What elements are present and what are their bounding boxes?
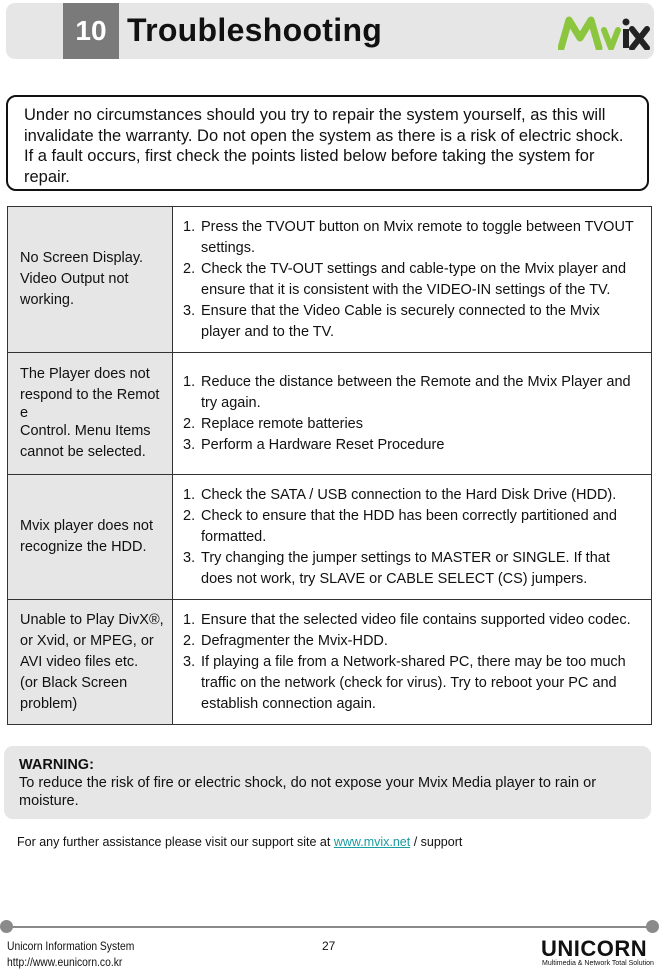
step-text: Replace remote batteries <box>201 415 363 432</box>
unicorn-logo <box>541 936 655 969</box>
symptom-text: cannot be selected. <box>20 444 146 460</box>
footer-dot-right <box>646 920 659 933</box>
step-text: Check the SATA / USB connection to the Hard Disk Drive (HDD). <box>201 486 617 503</box>
step-text: Try changing the jumper settings to MASTER or SINGLE. If that <box>201 549 610 566</box>
symptom-cell <box>8 475 173 600</box>
footer-company-info <box>7 938 134 969</box>
symptom-text: e <box>20 405 29 421</box>
solution-cell <box>173 600 652 725</box>
notice-line: invalidate the warranty. Do not open the system as there is a risk of electric shock. <box>24 126 624 145</box>
step-text: Defragmenter the Mvix-HDD. <box>201 632 388 649</box>
symptom-text: Unable to Play DivX®, <box>20 611 164 628</box>
step-text: Perform a Hardware Reset Procedure <box>201 436 445 453</box>
company-url[interactable]: http://www.eunicorn.co.kr <box>7 955 123 969</box>
symptom-text: (or Black Screen <box>20 674 128 691</box>
step-text: try again. <box>201 394 261 411</box>
notice-line: If a fault occurs, first check the points listed below before taking the system for <box>24 147 595 165</box>
warning-text: moisture. <box>19 793 79 809</box>
mvix-logo <box>558 16 650 50</box>
notice-line: repair. <box>24 167 70 186</box>
symptom-text: Mvix player does not <box>20 518 153 534</box>
table-row <box>8 600 652 725</box>
warning-text: To reduce the risk of fire or electric shock, do not expose your Mvix Media player to rain or <box>19 775 597 791</box>
solution-step: 2. Defragmenter the Mvix-HDD. <box>183 632 388 649</box>
support-suffix: / support <box>410 835 463 849</box>
solution-steps <box>183 610 647 715</box>
chapter-number: 10 <box>63 3 119 59</box>
step-text: settings. <box>201 239 255 256</box>
chapter-header <box>6 3 654 59</box>
symptom-text: recognize the HDD. <box>20 539 147 555</box>
step-text: player and to the TV. <box>201 323 335 340</box>
solution-step: 1. Reduce the distance between the Remote and the Mvix Player and try again. <box>183 373 631 411</box>
step-text: ensure that it is consistent with the VIDEO-IN settings of the TV. <box>201 281 611 298</box>
solution-step: 3. Ensure that the Video Cable is securely connected to the Mvix player and to the TV. <box>183 302 600 340</box>
step-text: Check the TV-OUT settings and cable-type on the Mvix player and <box>201 260 627 277</box>
step-text: does not work, try SLAVE or CABLE SELECT (CS) jumpers. <box>201 570 588 587</box>
symptom-text: The Player does not <box>20 366 150 382</box>
solution-step: 2. Replace remote batteries <box>183 415 363 432</box>
solution-step: 1. Check the SATA / USB connection to the Hard Disk Drive (HDD). <box>183 486 617 503</box>
solution-step: 1. Press the TVOUT button on Mvix remote to toggle between TVOUT settings. <box>183 218 634 256</box>
solution-step: 1. Ensure that the selected video file contains supported video codec. <box>183 611 631 628</box>
step-text: Ensure that the selected video file contains supported video codec. <box>201 611 631 628</box>
support-prefix: For any further assistance please visit our support site at <box>17 835 334 849</box>
warning-title: WARNING: <box>19 757 94 773</box>
symptom-text: Control. Menu Items <box>20 423 151 439</box>
solution-step: 3. Perform a Hardware Reset Procedure <box>183 436 445 453</box>
solution-steps <box>183 217 647 343</box>
company-name: Unicorn Information System <box>7 939 135 953</box>
step-text: Press the TVOUT button on Mvix remote to toggle between TVOUT <box>201 218 634 235</box>
step-text: Ensure that the Video Cable is securely connected to the Mvix <box>201 302 600 319</box>
symptom-text: No Screen Display. <box>20 250 144 266</box>
symptom-cell <box>8 600 173 725</box>
symptom-text: Video Output not <box>20 271 129 287</box>
step-text: Reduce the distance between the Remote and the Mvix Player and <box>201 373 631 390</box>
symptom-text: problem) <box>20 695 78 712</box>
step-text: Check to ensure that the HDD has been correctly partitioned and <box>201 507 617 524</box>
symptom-text: respond to the Remot <box>20 387 160 403</box>
repair-notice <box>6 95 649 191</box>
footer-divider <box>6 926 653 928</box>
symptom-text: working. <box>20 292 74 308</box>
support-link[interactable]: www.mvix.net <box>333 835 411 849</box>
step-text: establish connection again. <box>201 695 376 712</box>
solution-step: 3. If playing a file from a Network-shared PC, there may be too much traffic on the network (check for virus). Try to reboot your PC and establish connection again. <box>183 653 626 712</box>
solution-cell <box>173 353 652 475</box>
solution-cell <box>173 475 652 600</box>
notice-line: Under no circumstances should you try to repair the system yourself, as this will <box>24 106 606 124</box>
table-row <box>8 353 652 475</box>
support-info <box>17 835 462 849</box>
solution-step: 2. Check the TV-OUT settings and cable-type on the Mvix player and ensure that it is consistent with the VIDEO-IN settings of the TV. <box>183 260 627 298</box>
table-row <box>8 207 652 353</box>
brand-name: UNICORN <box>541 936 648 961</box>
symptom-text: or Xvid, or MPEG, or <box>20 632 154 649</box>
solution-steps <box>183 372 647 456</box>
warning-box <box>4 746 651 819</box>
solution-cell <box>173 207 652 353</box>
solution-steps <box>183 485 647 590</box>
step-text: If playing a file from a Network-shared PC, there may be too much <box>201 653 626 670</box>
page-title: Troubleshooting <box>127 12 383 48</box>
table-row <box>8 475 652 600</box>
symptom-cell <box>8 353 173 475</box>
brand-tagline: Multimedia & Network Total Solution <box>542 960 654 967</box>
symptom-text: AVI video files etc. <box>20 653 139 670</box>
troubleshooting-table <box>7 206 652 725</box>
page-number: 27 <box>322 939 336 953</box>
solution-step: 2. Check to ensure that the HDD has been correctly partitioned and formatted. <box>183 507 617 545</box>
symptom-cell <box>8 207 173 353</box>
step-text: formatted. <box>201 528 267 545</box>
solution-step: 3. Try changing the jumper settings to MASTER or SINGLE. If that does not work, try SLAVE or CABLE SELECT (CS) jumpers. <box>183 549 610 587</box>
footer-dot-left <box>0 920 13 933</box>
step-text: traffic on the network (check for virus). Try to reboot your PC and <box>201 674 617 691</box>
